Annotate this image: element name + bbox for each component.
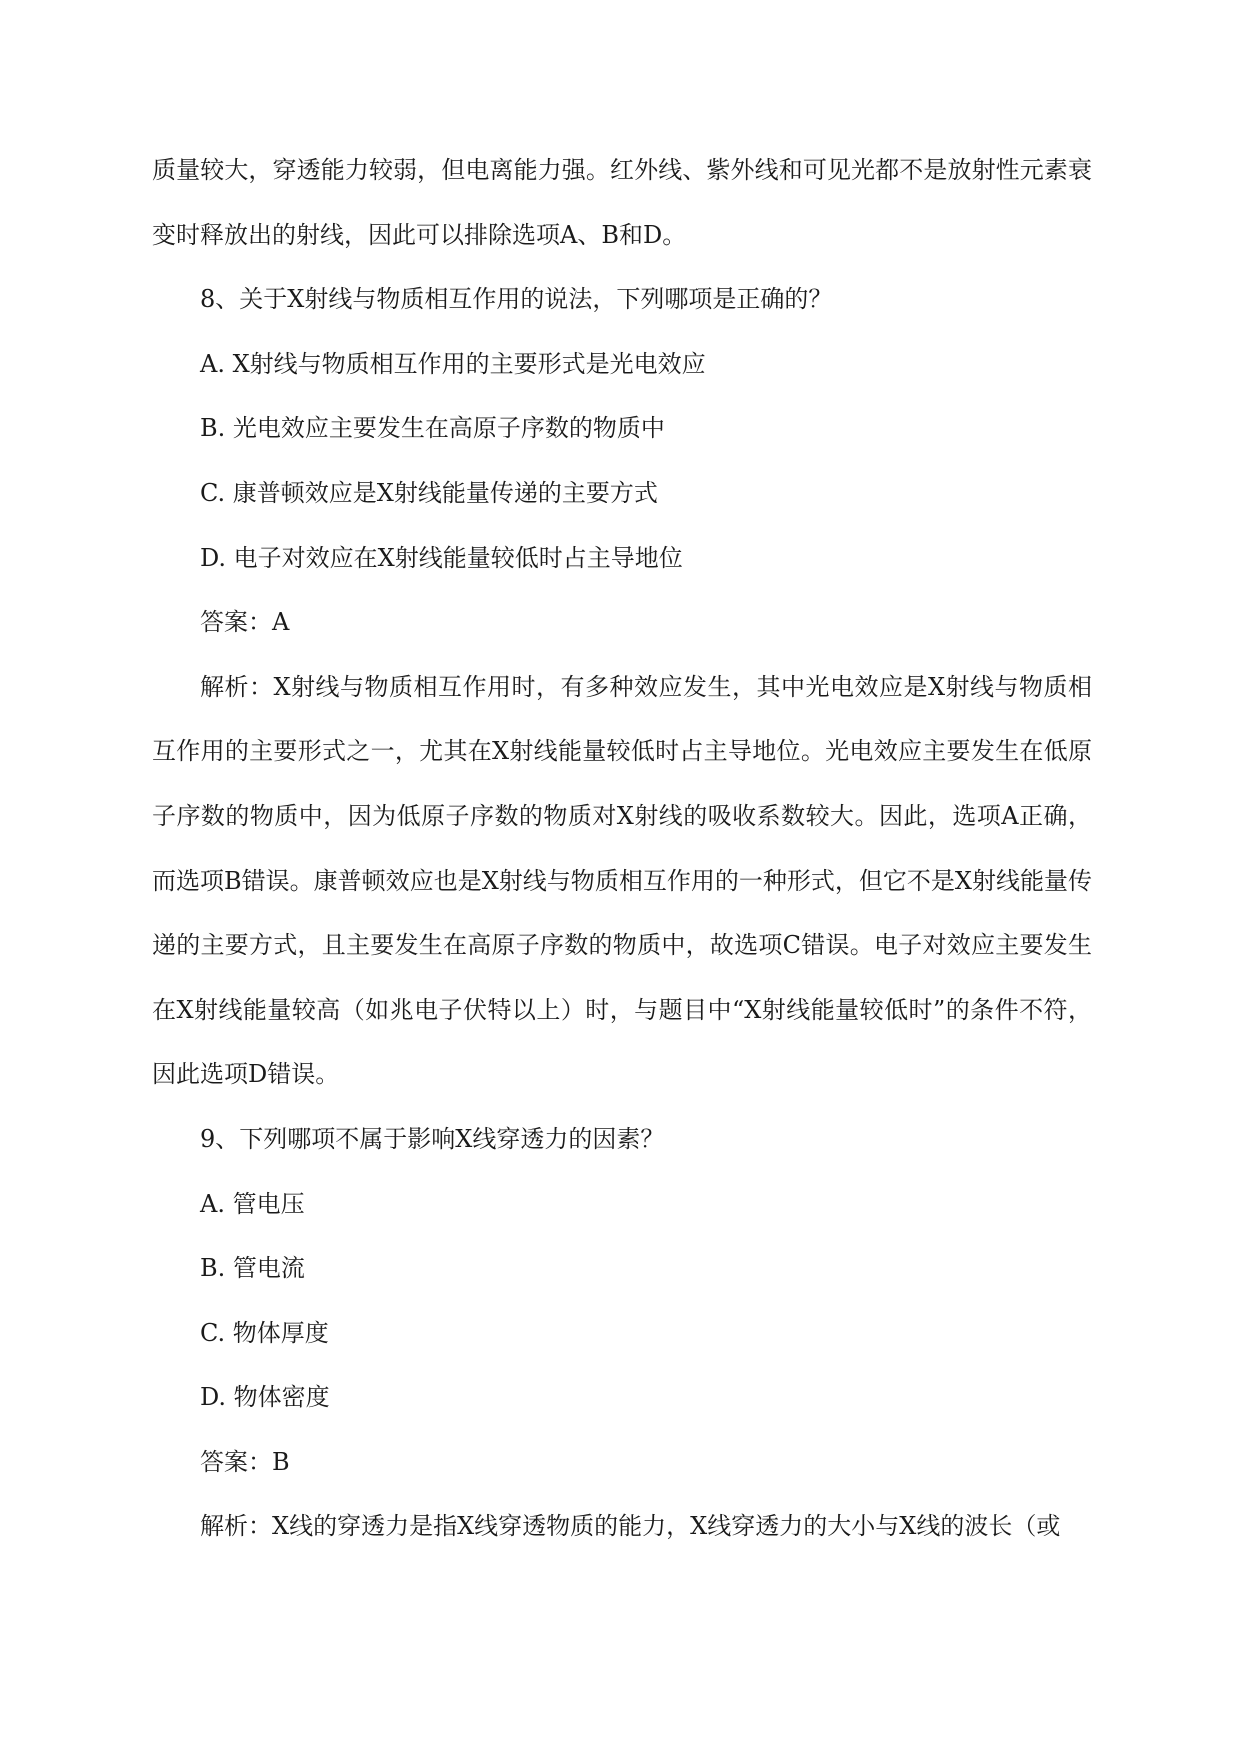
question-8-explanation: 解析：X射线与物质相互作用时，有多种效应发生，其中光电效应是X射线与物质相互作用的主要形式之一，尤其在X射线能量较低时占主导地位。光电效应主要发生在低原子序数的物质中，因为低原子序数的物质对X射线的吸收系数较大。因此，选项A正确，而选项B错误。康普顿效应也是X射线与物质相互作用的一种形式，但它不是X射线能量传递的主要方式，且主要发生在高原子序数的物质中，故选项C错误。电子对效应主要发生在X射线能量较高（如兆电子伏特以上）时，与题目中“X射线能量较低时”的条件不符，因此选项D错误。 — [152, 672, 1092, 1089]
question-8-option-a: A. X射线与物质相互作用的主要形式是光电效应 — [200, 349, 706, 378]
question-9-option-c: C. 物体厚度 — [200, 1318, 329, 1347]
document-body — [152, 138, 1092, 1559]
question-8-answer: 答案：A — [200, 608, 290, 637]
question-8: 8、关于X射线与物质相互作用的说法，下列哪项是正确的？ — [200, 285, 833, 314]
question-9-option-d: D. 物体密度 — [200, 1383, 330, 1412]
question-8-option-b: B. 光电效应主要发生在高原子序数的物质中 — [200, 414, 665, 443]
question-9-answer: 答案：B — [200, 1447, 290, 1476]
question-9-option-a: A. 管电压 — [200, 1189, 305, 1218]
question-8-option-c: C. 康普顿效应是X射线能量传递的主要方式 — [200, 478, 658, 507]
question-9-option-b: B. 管电流 — [200, 1254, 305, 1283]
paragraph-continuation: 质量较大，穿透能力较弱，但电离能力强。红外线、紫外线和可见光都不是放射性元素衰变时释放出的射线，因此可以排除选项A、B和D。 — [152, 156, 1092, 249]
question-9-explanation: 解析：X线的穿透力是指X线穿透物质的能力，X线穿透力的大小与X线的波长（或 — [200, 1512, 1061, 1541]
question-8-option-d: D. 电子对效应在X射线能量较低时占主导地位 — [200, 543, 683, 572]
question-9: 9、下列哪项不属于影响X线穿透力的因素？ — [200, 1124, 665, 1153]
